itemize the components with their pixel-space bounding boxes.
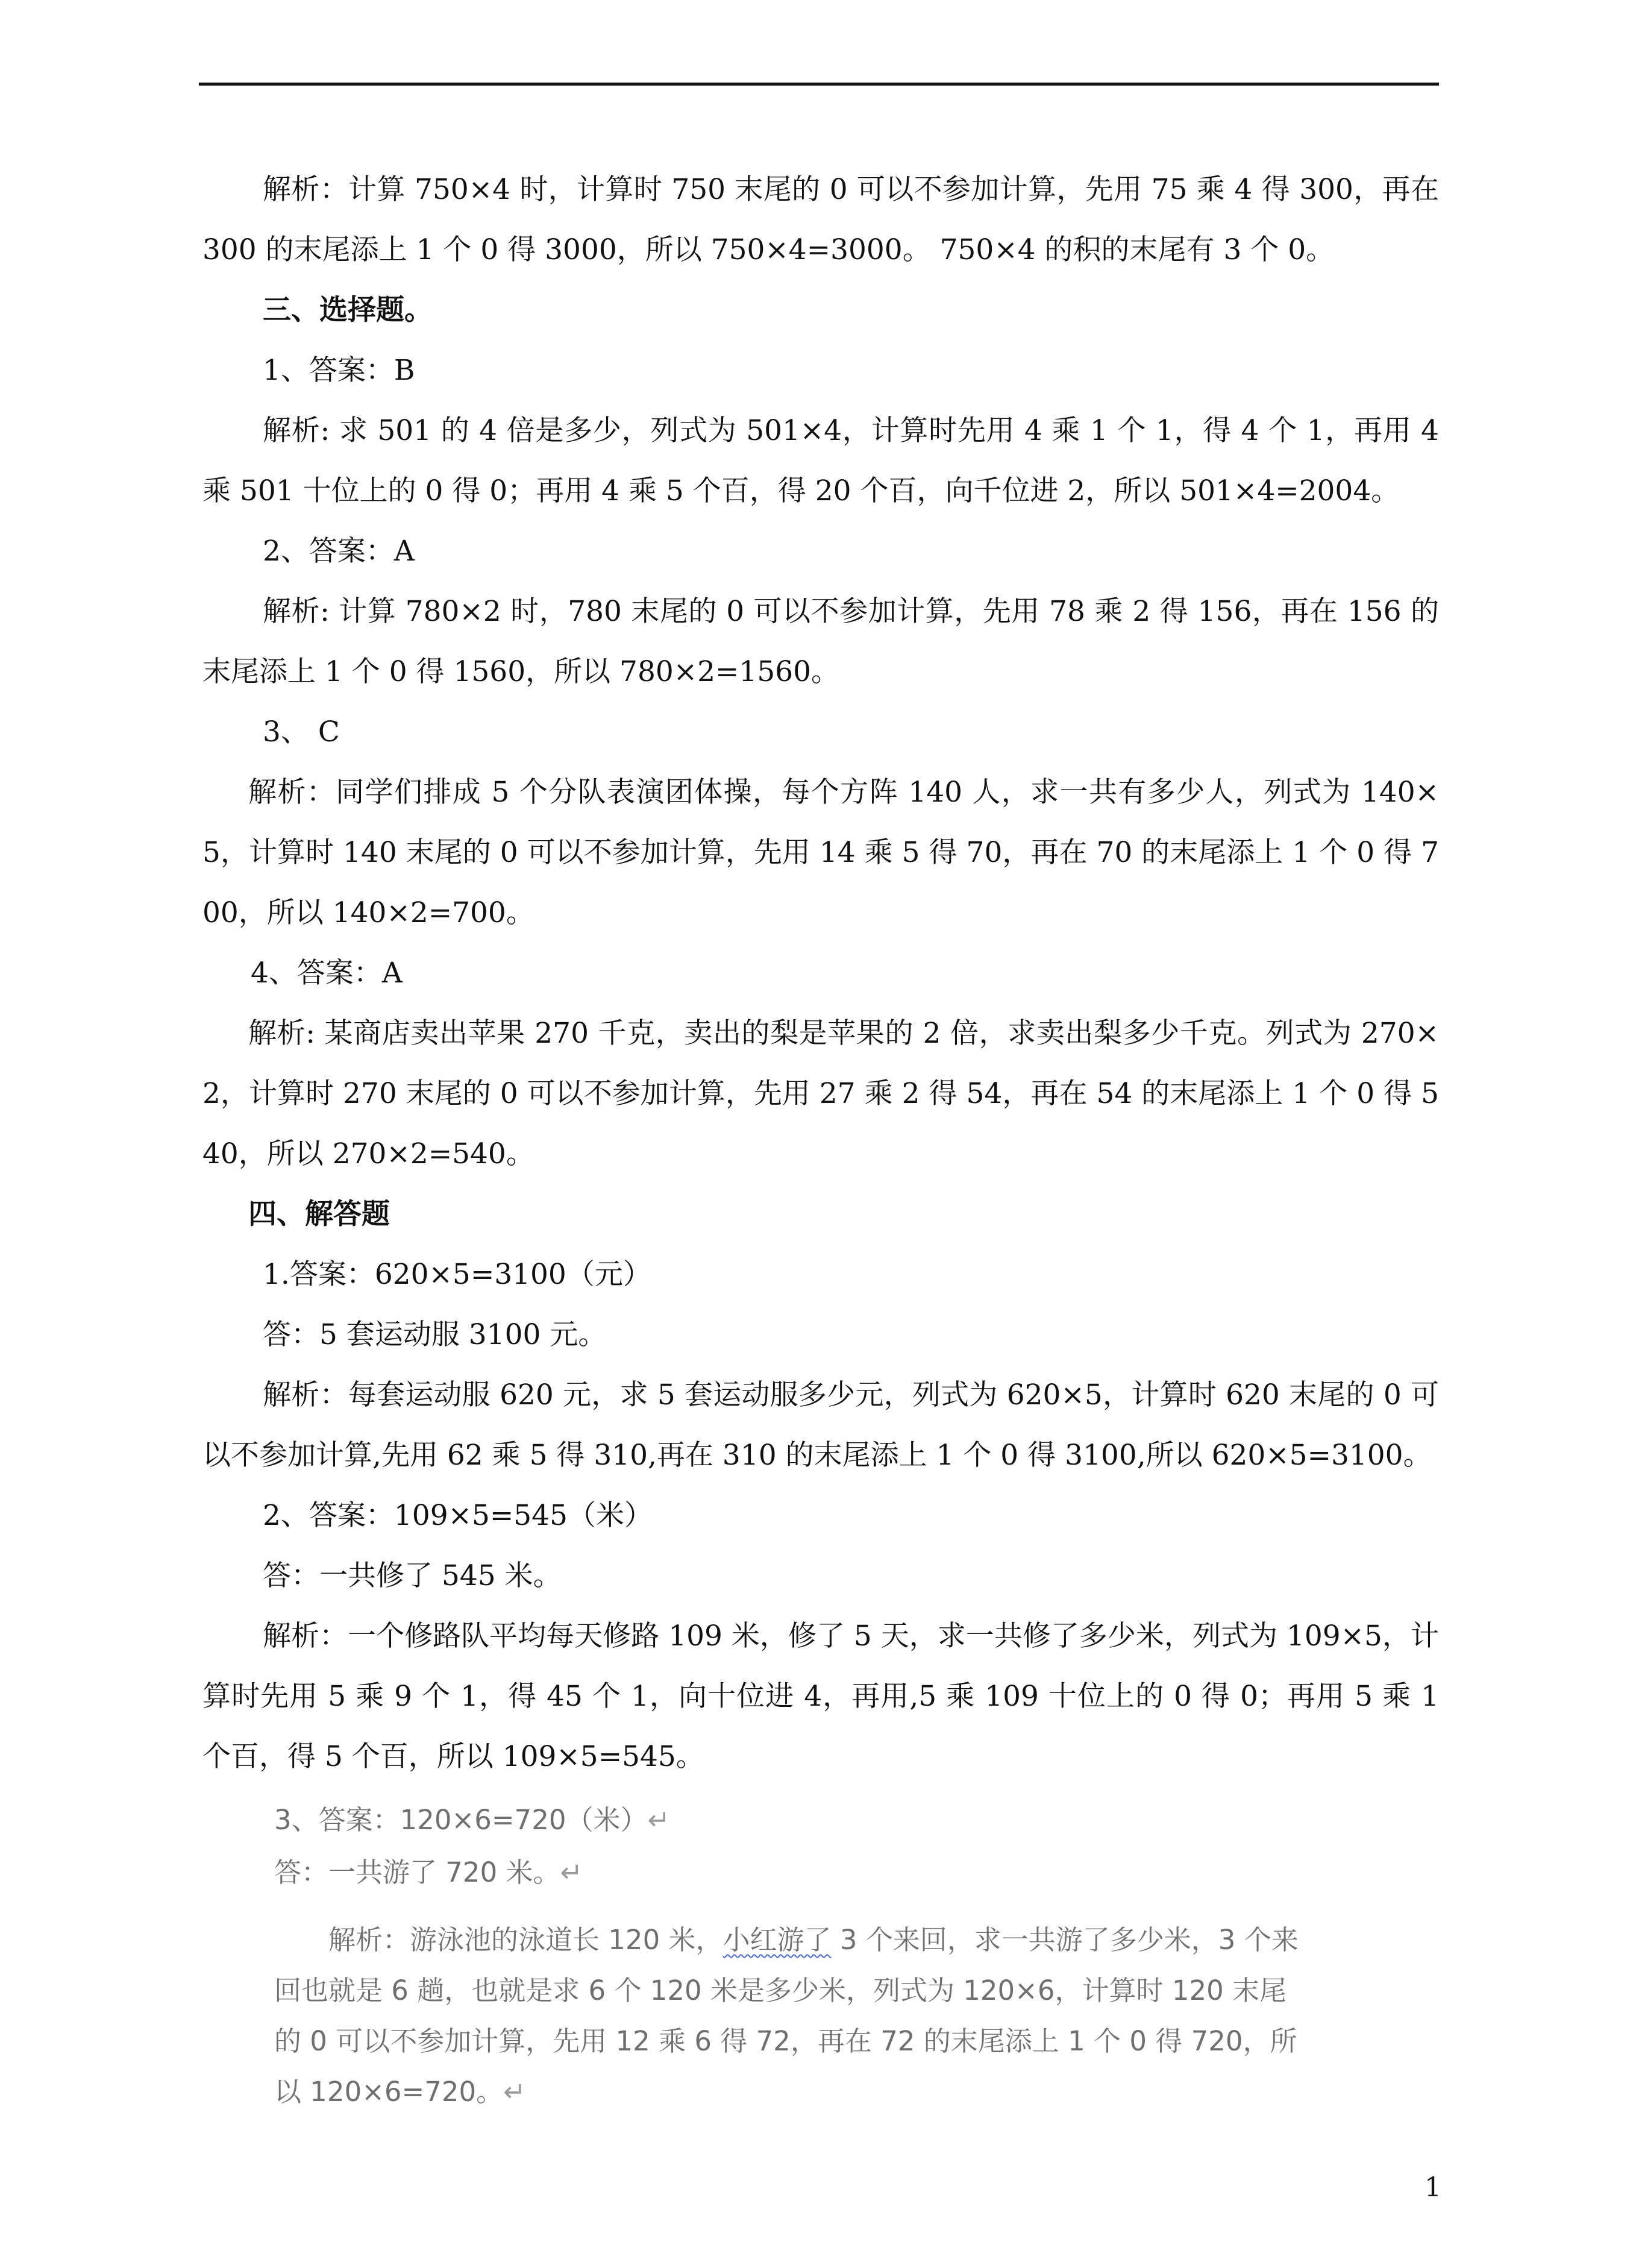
paragraph: 解析：同学们排成 5 个分队表演团体操，每个方阵 140 人，求一共有多少人，列式为 140×5，计算时 140 末尾的 0 可以不参加计算，先用 14 乘 5 得 70，再在 70 的末尾添上 1 个 0 得 700，所以 140×2=700。 (202, 776, 1439, 929)
paragraph: 答：一共修了 545 米。 (263, 1559, 562, 1592)
paragraph: 答：5 套运动服 3100 元。 (263, 1318, 607, 1351)
paragraph: 解析：每套运动服 620 元，求 5 套运动服多少元，列式为 620×5，计算时 620 末尾的 0 可以不参加计算,先用 62 乘 5 得 310,再在 310 的末尾添上 1 个 0 得 3100,所以 620×5=3100。 (202, 1378, 1439, 1472)
paragraph: 1、答案：B (263, 354, 415, 387)
paragraph: 解析: 某商店卖出苹果 270 千克，卖出的梨是苹果的 2 倍，求卖出梨多少千克。列式为 270×2，计算时 270 末尾的 0 可以不参加计算，先用 27 乘 2 得 54，再在 54 的末尾添上 1 个 0 得 540，所以 270×2=540。 (202, 1017, 1439, 1170)
pasted-answer-line: 3、答案：120×6=720（米）↵ (274, 1804, 671, 1836)
section-heading: 三、选择题。 (263, 294, 433, 327)
paragraph: 解析：一个修路队平均每天修路 109 米，修了 5 天，求一共修了多少米，列式为 109×5，计算时先用 5 乘 9 个 1，得 45 个 1，向十位进 4，再用,5 乘 109 十位上的 0 得 0；再用 5 乘 1 个百，得 5 个百，所以 109×5=545。 (202, 1619, 1439, 1773)
paragraph: 2、答案：A (263, 535, 415, 568)
paragraph: 解析: 求 501 的 4 倍是多少，列式为 501×4，计算时先用 4 乘 1 个 1，得 4 个 1，再用 4 乘 501 十位上的 0 得 0；再用 4 乘 5 个百，得 20 个百，向千位进 2，所以 501×4=2004。 (202, 414, 1439, 507)
paragraph: 2、答案：109×5=545（米） (263, 1499, 653, 1532)
header-rule (199, 83, 1439, 86)
page-number: 1 (1424, 2172, 1441, 2203)
spellcheck-underline: 小红游了 (722, 1924, 832, 1956)
pasted-analysis-paragraph: 解析：游泳池的泳道长 120 米，小红游了 3 个来回，求一共游了多少米，3 个来回也就是 6 趟，也就是求 6 个 120 米是多少米，列式为 120×6，计算时 120 末尾的 0 可以不参加计算，先用 12 乘 6 得 72，再在 72 的末尾添上 1 个 0 得 720，所以 120×6=720。↵ (274, 1924, 1299, 2108)
paragraph: 解析: 计算 780×2 时，780 末尾的 0 可以不参加计算，先用 78 乘 2 得 156，再在 156 的末尾添上 1 个 0 得 1560，所以 780×2=1560。 (202, 595, 1439, 688)
return-mark-icon: ↵ (647, 1804, 671, 1836)
paragraph: 3、 C (263, 715, 340, 749)
paragraph: 解析：计算 750×4 时，计算时 750 末尾的 0 可以不参加计算，先用 75 乘 4 得 300，再在 300 的末尾添上 1 个 0 得 3000，所以 750×4=3000。 750×4 的积的末尾有 3 个 0。 (202, 173, 1439, 266)
section-heading: 四、解答题 (248, 1198, 390, 1231)
return-mark-icon: ↵ (503, 2076, 526, 2108)
paragraph: 4、答案：A (251, 957, 403, 990)
pasted-reply-line: 答：一共游了 720 米。↵ (274, 1856, 583, 1888)
pasted-image-block (274, 1793, 1305, 2117)
document-body (202, 160, 1439, 1787)
return-mark-icon: ↵ (560, 1856, 583, 1888)
paragraph: 1.答案：620×5=3100（元） (263, 1258, 651, 1291)
